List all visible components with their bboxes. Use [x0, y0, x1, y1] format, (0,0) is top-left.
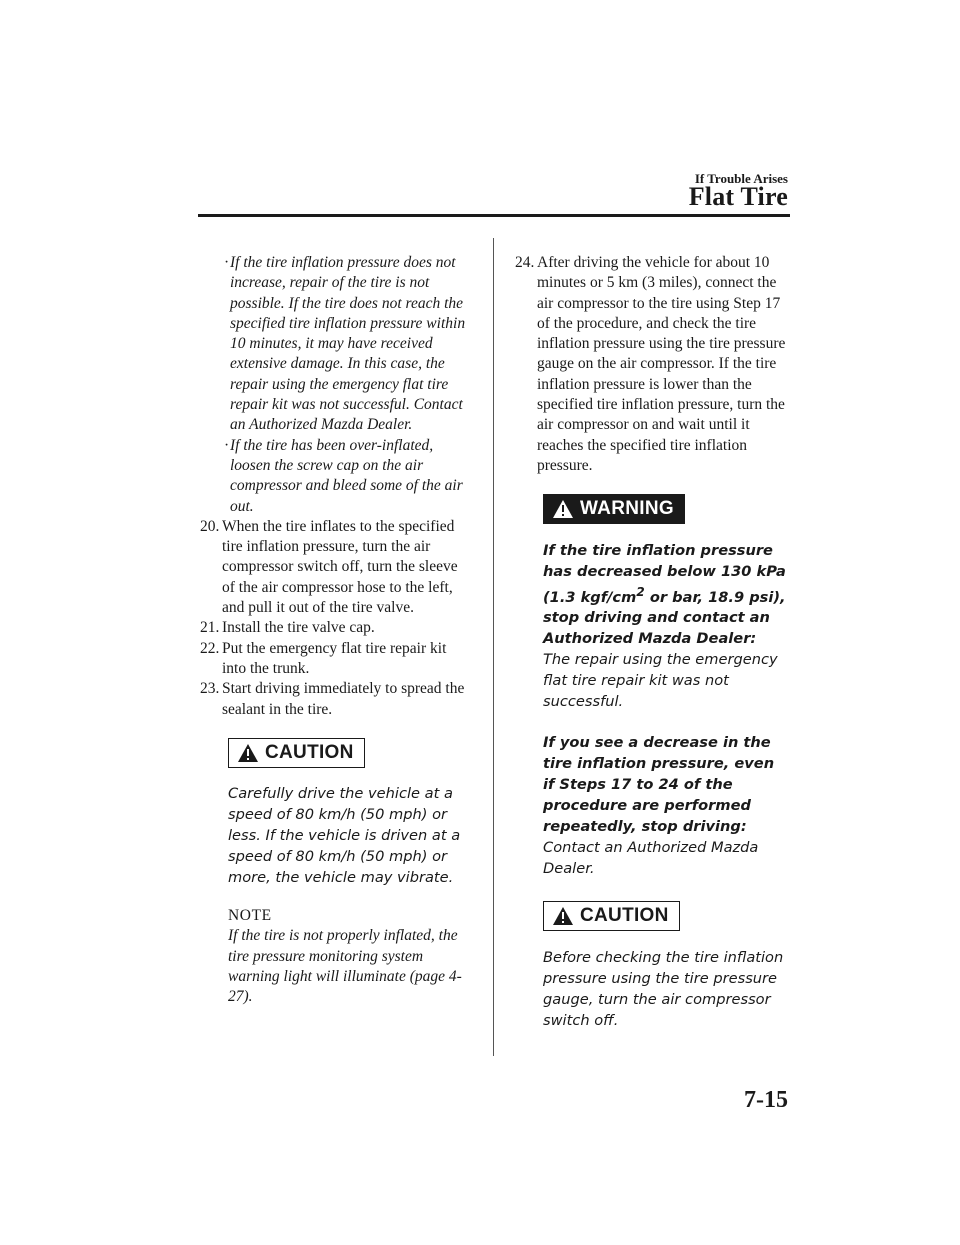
step-text: Start driving immediately to spread the sealant in the tire. [222, 680, 465, 718]
bullet-dot: · [224, 254, 230, 271]
caution-label: CAUTION [580, 905, 669, 927]
left-column [200, 253, 472, 1008]
bullet-item [224, 436, 472, 517]
caution-text: Carefully drive the vehicle at a speed of 80 km/h (50 mph) or less. If the vehicle is driven at a speed of 80 km/h (50 mph) or more, the vehicle may vibrate. [228, 785, 461, 887]
warning-label: WARNING [580, 498, 674, 520]
step-number: 23. [200, 680, 220, 698]
step-item [515, 253, 790, 476]
warning-triangle-icon [237, 743, 259, 763]
warning-text: Contact an Authorized Mazda Dealer. [543, 839, 759, 878]
step-number: 21. [200, 619, 220, 637]
warning-signal [543, 494, 685, 524]
column-divider [493, 238, 494, 1056]
bullet-text: If the tire has been over-inflated, loosen the screw cap on the air compressor and bleed some of the air out. [230, 436, 463, 515]
bullet-item [224, 253, 472, 436]
warning-heading [543, 540, 790, 650]
bullet-list [224, 253, 472, 517]
superscript: 2 [636, 584, 645, 599]
note-text: If the tire is not properly inflated, the tire pressure monitoring system warning light will illuminate (page 4-27). [228, 927, 462, 1006]
step-number: 24. [515, 254, 535, 271]
step-text: Install the tire valve cap. [222, 619, 375, 637]
warning-heading-text: If the tire inflation pressure has decreased below 130 kPa (1.3 kgf/cm [543, 541, 786, 606]
step-item [200, 618, 472, 638]
caution-text: Before checking the tire inflation pressure using the tire pressure gauge, turn the air compressor switch off. [543, 948, 784, 1029]
page-number: 7-15 [744, 1087, 788, 1113]
right-column [515, 253, 790, 1031]
warning-heading-text-end: or bar, 18.9 psi), stop driving and contact an Authorized Mazda Dealer: [543, 588, 786, 648]
step-text: Put the emergency flat tire repair kit into the trunk. [222, 639, 447, 677]
bullet-text: If the tire inflation pressure does not increase, repair of the tire is not possible. If the tire does not reach the specified tire inflation pressure within 10 minutes, it may have received extensive damage. In this case, the repair using the emergency flat tire repair kit was not successful. Contact an Authorized Mazda Dealer. [230, 254, 466, 434]
warning-body [543, 540, 790, 880]
warning-heading: If you see a decrease in the tire inflation pressure, even if Steps 17 to 24 of the procedure are performed repeatedly, stop driving: [543, 734, 775, 836]
step-number: 22. [200, 639, 220, 657]
step-item [200, 639, 472, 680]
warning-triangle-icon [552, 906, 574, 926]
header-section-label: If Trouble Arises [694, 171, 788, 186]
step-text: After driving the vehicle for about 10 minutes or 5 km (3 miles), connect the air compressor to the tire using Step 17 of the procedure, and check the tire inflation pressure using the tire pressure gauge on the air compressor. If the tire inflation pressure is lower than the specified tire inflation pressure, turn the air compressor on and wait until it reaches the specified tire inflation pressure. [537, 254, 786, 474]
note-block [228, 906, 472, 1007]
bullet-dot: · [224, 436, 230, 454]
warning-triangle-icon [552, 499, 574, 519]
caution-signal [228, 738, 365, 768]
warning-text: The repair using the emergency flat tire repair kit was not successful. [543, 651, 778, 711]
step-text: When the tire inflates to the specified tire inflation pressure, turn the air compressor switch off, turn the sleeve of the air compressor hose to the left, and pull it out of the tire valve. [222, 517, 458, 617]
caution-label: CAUTION [265, 741, 354, 763]
step-item [200, 679, 472, 720]
header-rule [198, 214, 790, 217]
step-item [200, 517, 472, 618]
note-label: NOTE [228, 907, 272, 925]
caution-signal [543, 901, 680, 931]
step-number: 20. [200, 517, 220, 535]
page-title: Flat Tire [688, 182, 788, 211]
